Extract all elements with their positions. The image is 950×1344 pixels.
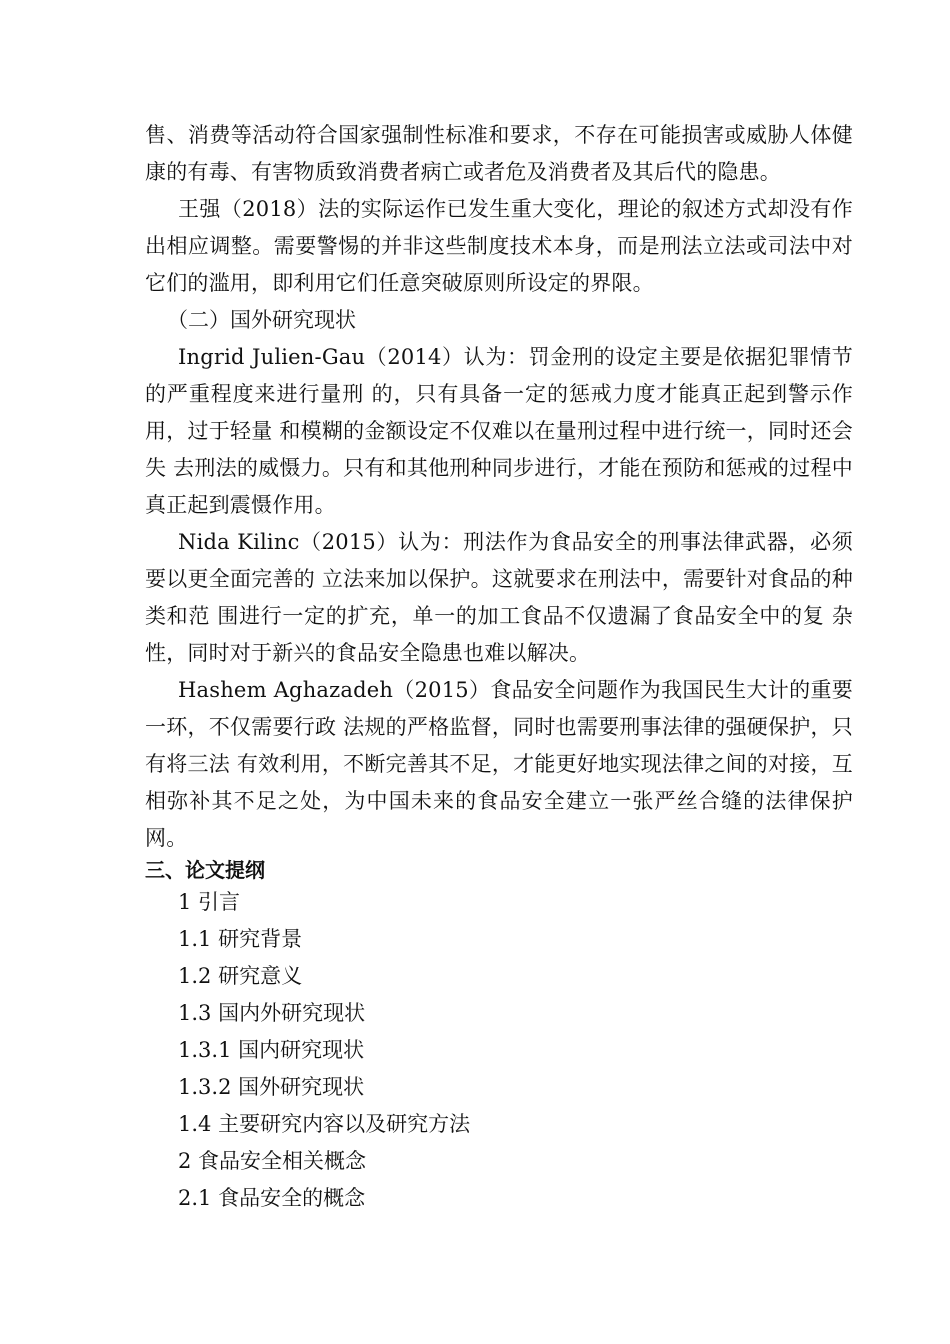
paragraph-ingrid-julien-gau: Ingrid Julien-Gau（2014）认为：罚金刑的设定主要是依据犯罪情节的严重程度来进行量刑 的，只有具备一定的惩戒力度才能真正起到警示作用，过于轻量 和模糊的金额设定不仅难以在量刑过程中进行统一，同时还会失 去刑法的威慑力。只有和其他刑种同步进行，才能在预防和惩戒的过程中真正起到震慑作用。 — [145, 345, 853, 517]
outline-item: 1.3.1 国内研究现状 — [178, 1038, 365, 1062]
paragraph-hashem-aghazadeh: Hashem Aghazadeh（2015）食品安全问题作为我国民生大计的重要一环，不仅需要行政 法规的严格监督，同时也需要刑事法律的强硬保护，只有将三法 有效利用，不断完善其不足，才能更好地实现法律之间的对接，互 相弥补其不足之处，为中国未来的食品安全建立一张严丝合缝的法律保护网。 — [145, 678, 853, 850]
paragraph-nida-kilinc: Nida Kilinc（2015）认为：刑法作为食品安全的刑事法律武器，必须要以更全面完善的 立法来加以保护。这就要求在刑法中，需要针对食品的种类和范 围进行一定的扩充，单一的加工食品不仅遗漏了食品安全中的复 杂性，同时对于新兴的食品安全隐患也难以解决。 — [145, 530, 853, 665]
outline-item: 2 食品安全相关概念 — [178, 1149, 367, 1173]
outline-item: 1.2 研究意义 — [178, 964, 303, 988]
subheading-foreign-research: （二）国外研究现状 — [167, 308, 356, 332]
outline-item: 2.1 食品安全的概念 — [178, 1186, 366, 1210]
document-body — [145, 117, 853, 1217]
paragraph-wang-qiang: 王强（2018）法的实际运作已发生重大变化，理论的叙述方式却没有作出相应调整。需要警惕的并非这些制度技术本身，而是刑法立法或司法中对它们的滥用，即利用它们任意突破原则所设定的界限。 — [145, 197, 853, 295]
outline-item: 1.1 研究背景 — [178, 927, 303, 951]
outline-list — [145, 884, 853, 1217]
outline-item: 1.4 主要研究内容以及研究方法 — [178, 1112, 471, 1136]
outline-item: 1 引言 — [178, 890, 241, 914]
section-heading-outline: 三、论文提纲 — [145, 858, 265, 882]
outline-item: 1.3 国内外研究现状 — [178, 1001, 366, 1025]
paragraph-continuation: 售、消费等活动符合国家强制性标准和要求，不存在可能损害或威胁人体健康的有毒、有害物质致消费者病亡或者危及消费者及其后代的隐患。 — [145, 123, 853, 184]
outline-item: 1.3.2 国外研究现状 — [178, 1075, 365, 1099]
